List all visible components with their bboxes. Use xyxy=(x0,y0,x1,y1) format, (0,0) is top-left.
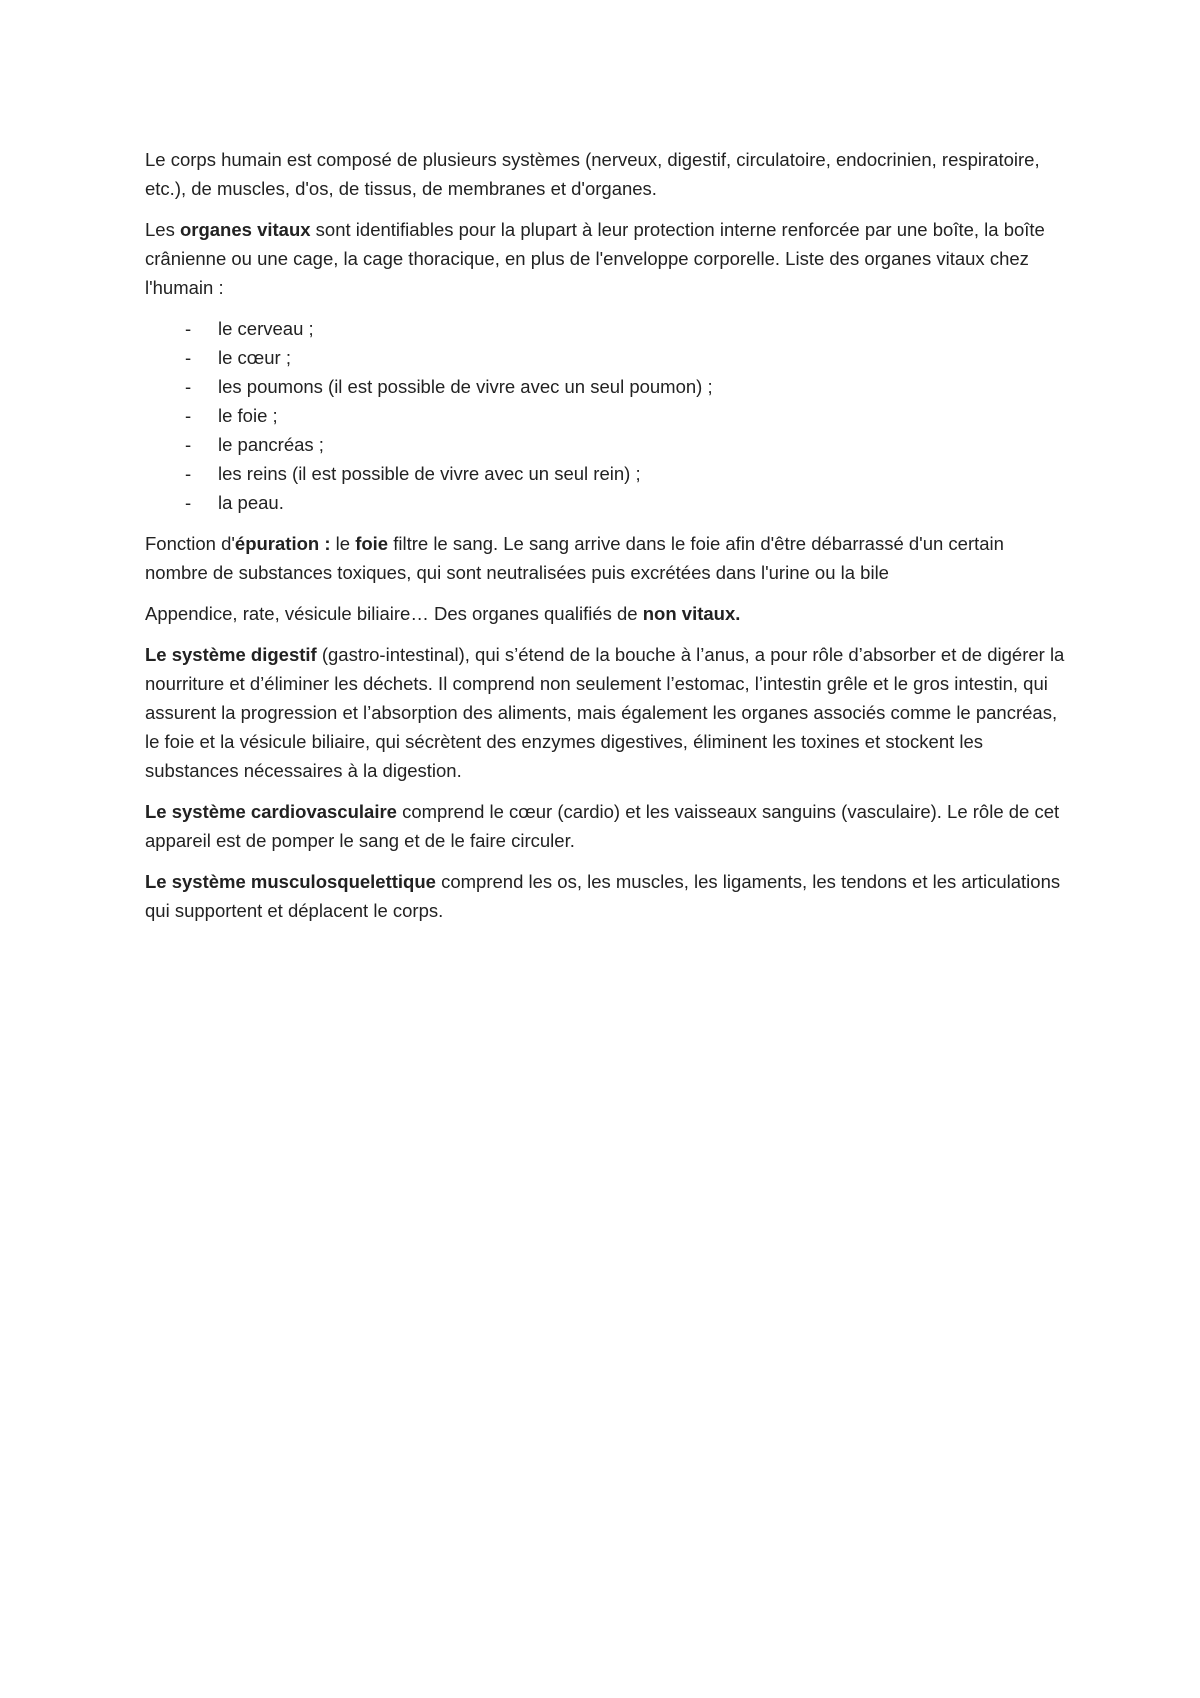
list-item-text: les reins (il est possible de vivre avec un seul rein) ; xyxy=(218,463,641,484)
list-dash: - xyxy=(185,376,192,397)
purification-paragraph xyxy=(145,529,1065,587)
purification-text-2: le xyxy=(330,533,356,554)
non-vital-term: non vitaux. xyxy=(642,603,741,624)
non-vital-text: Appendice, rate, vésicule biliaire… Des organes qualifiés de xyxy=(145,603,643,624)
list-item-text: le cœur ; xyxy=(218,347,291,368)
list-item xyxy=(145,314,1065,343)
list-item-text: la peau. xyxy=(218,492,284,513)
vital-organs-list xyxy=(145,314,1065,517)
musculoskeletal-term: Le système musculosquelettique xyxy=(145,871,436,892)
cardiovascular-paragraph xyxy=(145,797,1065,855)
digestive-paragraph xyxy=(145,640,1065,785)
list-item-text: le foie ; xyxy=(218,405,278,426)
list-item xyxy=(145,372,1065,401)
list-dash: - xyxy=(185,434,192,455)
purification-text-1: Fonction d' xyxy=(145,533,235,554)
list-dash: - xyxy=(185,318,192,339)
musculoskeletal-text: comprend les os, les muscles, les ligaments, les tendons et les articulations qui supportent et déplacent le corps. xyxy=(145,871,1061,921)
list-item-text: les poumons (il est possible de vivre avec un seul poumon) ; xyxy=(218,376,713,397)
cardiovascular-text: comprend le cœur (cardio) et les vaisseaux sanguins (vasculaire). Le rôle de cet appareil est de pomper le sang et de le faire circuler. xyxy=(145,801,1060,851)
vital-organs-term: organes vitaux xyxy=(179,219,311,240)
purification-term: épuration : xyxy=(234,533,331,554)
list-item xyxy=(145,343,1065,372)
list-item xyxy=(145,459,1065,488)
list-item xyxy=(145,430,1065,459)
list-item-text: le cerveau ; xyxy=(218,318,314,339)
list-dash: - xyxy=(185,492,192,513)
list-item-text: le pancréas ; xyxy=(218,434,324,455)
purification-text-3: filtre le sang. Le sang arrive dans le foie afin d'être débarrassé d'un certain nombre de substances toxiques, qui sont neutralisées puis excrétées dans l'urine ou la bile xyxy=(145,533,1004,583)
list-dash: - xyxy=(185,463,192,484)
list-dash: - xyxy=(185,405,192,426)
vital-organs-text: sont identifiables pour la plupart à leur protection interne renforcée par une boîte, la boîte crânienne ou une cage, la cage thoracique, en plus de l'enveloppe corporelle. Liste des organes vitaux chez l'humain : xyxy=(145,219,1045,298)
cardiovascular-term: Le système cardiovasculaire xyxy=(145,801,397,822)
list-item xyxy=(145,401,1065,430)
liver-term: foie xyxy=(355,533,389,554)
document-body xyxy=(145,145,1065,937)
intro-text: Le corps humain est composé de plusieurs systèmes (nerveux, digestif, circulatoire, endocrinien, respiratoire, etc.), de muscles, d'os, de tissus, de membranes et d'organes. xyxy=(145,149,1040,199)
vital-organs-prefix: Les xyxy=(145,219,180,240)
list-item xyxy=(145,488,1065,517)
vital-organs-paragraph xyxy=(145,215,1065,302)
digestive-term: Le système digestif xyxy=(145,644,317,665)
list-dash: - xyxy=(185,347,192,368)
non-vital-paragraph xyxy=(145,599,1065,628)
intro-paragraph xyxy=(145,145,1065,203)
musculoskeletal-paragraph xyxy=(145,867,1065,925)
digestive-text: (gastro-intestinal), qui s’étend de la bouche à l’anus, a pour rôle d’absorber et de digérer la nourriture et d’éliminer les déchets. Il comprend non seulement l’estomac, l’intestin grêle et le gros intestin, qui assurent la progression et l’absorption des aliments, mais également les organes associés comme le pancréas, le foie et la vésicule biliaire, qui sécrètent des enzymes digestives, éliminent les toxines et stockent les substances nécessaires à la digestion. xyxy=(145,644,1065,781)
